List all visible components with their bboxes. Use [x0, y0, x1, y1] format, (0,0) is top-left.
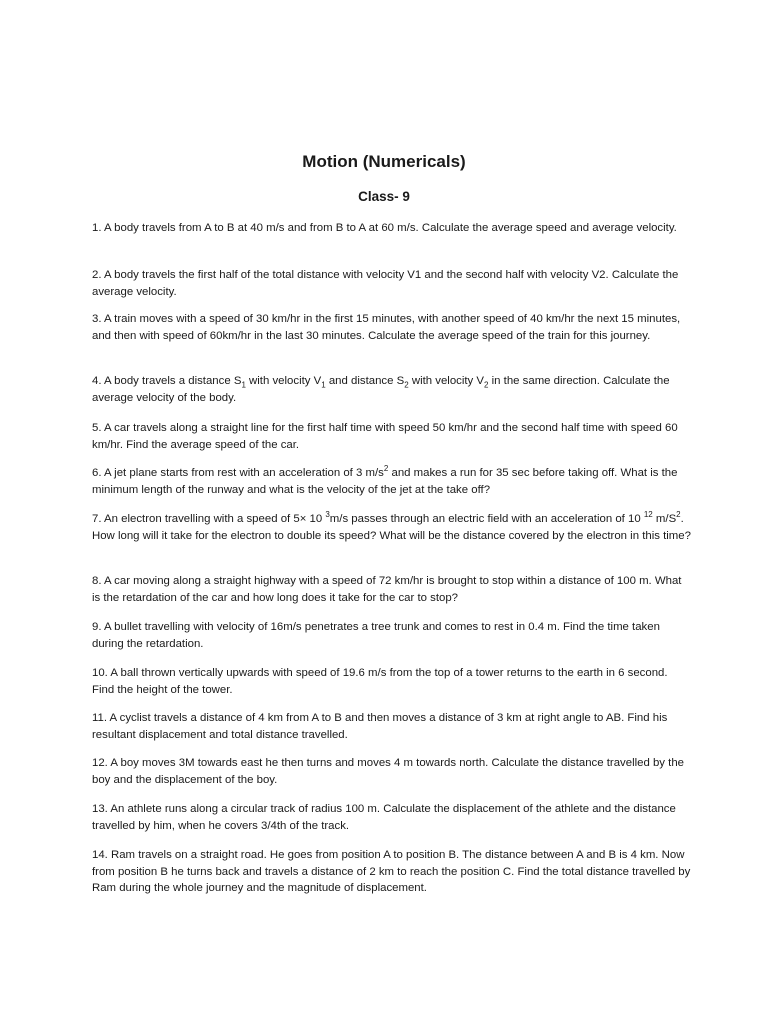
- class-subtitle: Class- 9: [358, 189, 410, 204]
- question-4: 4. A body travels a distance $S_1$ with velocity $V_1$ and distance $S_2$ with velocity $V_2$ in the same direction. Calculate the average velocity of the body.: [92, 375, 670, 404]
- question-11: 11. A cyclist travels a distance of 4 km from A to B and then moves a distance of 3 km at right angle to AB. Find his resultant displacement and total distance travelled.: [92, 712, 668, 741]
- question-5: 5. A car travels along a straight line for the first half time with speed 50 km/hr and the second half time with speed 60 km/hr. Find the average speed of the car.: [92, 422, 678, 451]
- question-6: 6. A jet plane starts from rest with an acceleration of 3 $m/s^2$ and makes a run for 35 sec before taking off. What is the minimum length of the runway and what is the velocity of the jet at the take off?: [92, 464, 678, 496]
- question-3: 3. A train moves with a speed of 30 km/hr in the first 15 minutes, with another speed of 40 km/hr the next 15 minutes, and then with speed of 60km/hr in the last 30 minutes. Calculate the average speed of the train for this journey.: [92, 313, 681, 342]
- question-7: 7. An electron travelling with a speed of 5× 10 $^3$m/s passes through an electric field with an acceleration of 10 $^{12}$ $m/S^2$. How long will it take for the electron to double its speed? What will be the distance covered by the electron in this time?: [92, 510, 691, 542]
- page-title: Motion (Numericals): [302, 152, 466, 171]
- question-10: 10. A ball thrown vertically upwards with speed of 19.6 m/s from the top of a tower returns to the earth in 6 second. Find the height of the tower.: [92, 667, 668, 696]
- question-1: 1. A body travels from A to B at 40 m/s and from B to A at 60 m/s. Calculate the average speed and average velocity.: [92, 222, 677, 234]
- question-8: 8. A car moving along a straight highway with a speed of 72 km/hr is brought to stop within a distance of 100 m. What is the retardation of the car and how long does it take for the car to stop?: [92, 575, 682, 604]
- question-2: 2. A body travels the first half of the total distance with velocity V1 and the second half with velocity V2. Calculate the average velocity.: [92, 269, 679, 298]
- question-13: 13. An athlete runs along a circular track of radius 100 m. Calculate the displacement of the athlete and the distance travelled by him, when he covers 3/4th of the track.: [92, 803, 676, 832]
- question-9: 9. A bullet travelling with velocity of 16m/s penetrates a tree trunk and comes to rest in 0.4 m. Find the time taken during the retardation.: [92, 621, 660, 650]
- question-14: 14. Ram travels on a straight road. He goes from position A to position B. The distance between A and B is 4 km. Now from position B he turns back and travels a distance of 2 km to reach the position C. Find the total distance travelled by Ram during the whole journey and the magnitude of displacement.: [92, 849, 691, 894]
- question-12: 12. A boy moves 3M towards east he then turns and moves 4 m towards north. Calculate the distance travelled by the boy and the displacement of the boy.: [92, 757, 685, 786]
